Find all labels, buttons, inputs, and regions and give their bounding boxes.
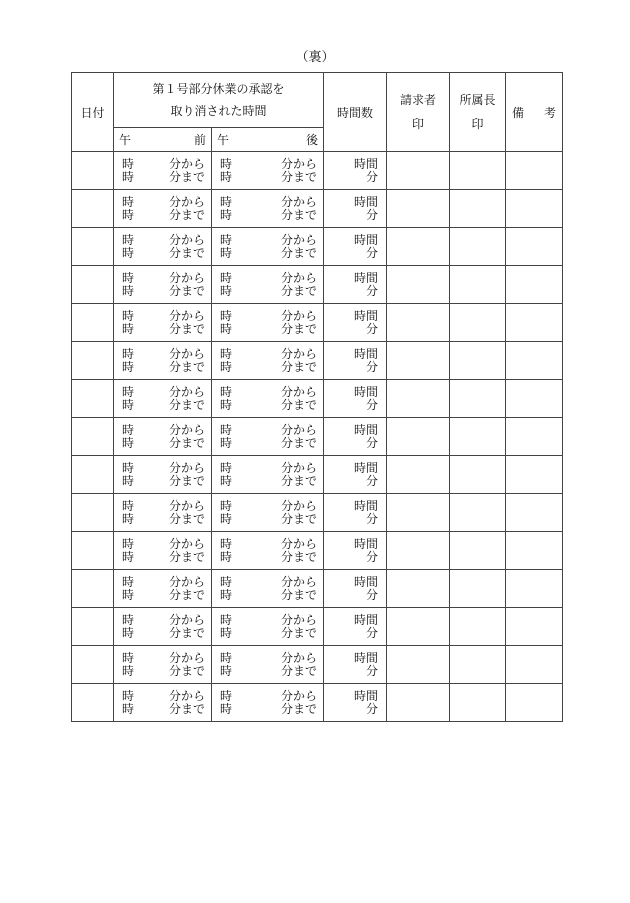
am-time-cell[interactable]: 時 分から 時 分まで xyxy=(114,456,212,494)
am-time-cell[interactable]: 時 分から 時 分まで xyxy=(114,228,212,266)
notes-cell[interactable] xyxy=(506,190,563,228)
pm-time-cell[interactable]: 時 分から 時 分まで xyxy=(212,570,324,608)
dept-head-seal-cell[interactable] xyxy=(450,494,506,532)
notes-cell[interactable] xyxy=(506,570,563,608)
table-row xyxy=(72,532,563,570)
date-cell[interactable] xyxy=(72,152,114,190)
table-row xyxy=(72,266,563,304)
pm-time-cell[interactable]: 時 分から 時 分まで xyxy=(212,190,324,228)
hours-cell[interactable]: 時間 分 xyxy=(324,684,387,722)
notes-cell[interactable] xyxy=(506,342,563,380)
table-row xyxy=(72,570,563,608)
dept-head-seal-cell[interactable] xyxy=(450,456,506,494)
table-row xyxy=(72,494,563,532)
table-row xyxy=(72,190,563,228)
pm-time-cell[interactable]: 時 分から 時 分まで xyxy=(212,684,324,722)
pm-time-cell[interactable]: 時 分から 時 分まで xyxy=(212,646,324,684)
date-cell[interactable] xyxy=(72,494,114,532)
dept-head-seal-cell[interactable] xyxy=(450,266,506,304)
requester-seal-cell[interactable] xyxy=(387,228,450,266)
hours-count-header: 時間数 xyxy=(324,73,387,152)
pm-time-cell[interactable]: 時 分から 時 分まで xyxy=(212,456,324,494)
notes-cell[interactable] xyxy=(506,380,563,418)
requester-seal-cell[interactable] xyxy=(387,342,450,380)
requester-seal-cell[interactable] xyxy=(387,532,450,570)
requester-seal-cell[interactable] xyxy=(387,608,450,646)
dept-head-seal-cell[interactable] xyxy=(450,380,506,418)
hours-cell[interactable]: 時間 分 xyxy=(324,494,387,532)
am-time-cell[interactable]: 時 分から 時 分まで xyxy=(114,532,212,570)
dept-head-seal-cell[interactable] xyxy=(450,646,506,684)
approval-cancelled-time-header xyxy=(114,73,324,128)
am-header: 午 前 xyxy=(114,128,212,152)
notes-cell[interactable] xyxy=(506,152,563,190)
hours-cell[interactable]: 時間 分 xyxy=(324,646,387,684)
hours-cell[interactable]: 時間 分 xyxy=(324,380,387,418)
hours-cell[interactable]: 時間 分 xyxy=(324,570,387,608)
notes-cell[interactable] xyxy=(506,608,563,646)
date-cell[interactable] xyxy=(72,418,114,456)
notes-cell[interactable] xyxy=(506,228,563,266)
pm-time-cell[interactable]: 時 分から 時 分まで xyxy=(212,494,324,532)
am-time-cell[interactable]: 時 分から 時 分まで xyxy=(114,608,212,646)
am-time-cell[interactable]: 時 分から 時 分まで xyxy=(114,304,212,342)
pm-time-cell[interactable]: 時 分から 時 分まで xyxy=(212,266,324,304)
date-cell[interactable] xyxy=(72,190,114,228)
dept-head-seal-header: 所属長 印 xyxy=(450,73,506,152)
pm-time-cell[interactable]: 時 分から 時 分まで xyxy=(212,418,324,456)
date-cell[interactable] xyxy=(72,532,114,570)
hours-cell[interactable]: 時間 分 xyxy=(324,532,387,570)
date-header: 日付 xyxy=(72,73,114,152)
am-time-cell[interactable]: 時 分から 時 分まで xyxy=(114,380,212,418)
notes-cell[interactable] xyxy=(506,684,563,722)
notes-header: 備 考 xyxy=(506,73,563,152)
pm-time-cell[interactable]: 時 分から 時 分まで xyxy=(212,152,324,190)
table-row xyxy=(72,608,563,646)
am-time-cell[interactable]: 時 分から 時 分まで xyxy=(114,152,212,190)
requester-seal-cell[interactable] xyxy=(387,304,450,342)
date-cell[interactable] xyxy=(72,228,114,266)
notes-cell[interactable] xyxy=(506,304,563,342)
hours-cell[interactable]: 時間 分 xyxy=(324,418,387,456)
approval-header-line2: 取り消された時間 xyxy=(170,104,267,118)
notes-cell[interactable] xyxy=(506,532,563,570)
dept-head-seal-cell[interactable] xyxy=(450,418,506,456)
dept-head-seal-cell[interactable] xyxy=(450,228,506,266)
requester-seal-cell[interactable] xyxy=(387,494,450,532)
date-cell[interactable] xyxy=(72,456,114,494)
hours-cell[interactable]: 時間 分 xyxy=(324,266,387,304)
am-time-cell[interactable]: 時 分から 時 分まで xyxy=(114,418,212,456)
hours-cell[interactable]: 時間 分 xyxy=(324,190,387,228)
requester-seal-cell[interactable] xyxy=(387,646,450,684)
am-time-cell[interactable]: 時 分から 時 分まで xyxy=(114,342,212,380)
hours-cell[interactable]: 時間 分 xyxy=(324,152,387,190)
pm-time-cell[interactable]: 時 分から 時 分まで xyxy=(212,342,324,380)
hours-cell[interactable]: 時間 分 xyxy=(324,228,387,266)
am-time-cell[interactable]: 時 分から 時 分まで xyxy=(114,646,212,684)
am-time-cell[interactable]: 時 分から 時 分まで xyxy=(114,190,212,228)
requester-seal-cell[interactable] xyxy=(387,456,450,494)
am-time-cell[interactable]: 時 分から 時 分まで xyxy=(114,266,212,304)
approval-header-line1: 第１号部分休業の承認を xyxy=(152,82,285,96)
dept-head-seal-cell[interactable] xyxy=(450,152,506,190)
hours-cell[interactable]: 時間 分 xyxy=(324,304,387,342)
table-row xyxy=(72,684,563,722)
date-cell[interactable] xyxy=(72,570,114,608)
page-title: （裏） xyxy=(295,50,335,65)
requester-seal-cell[interactable] xyxy=(387,190,450,228)
dept-head-seal-cell[interactable] xyxy=(450,532,506,570)
hours-cell[interactable]: 時間 分 xyxy=(324,456,387,494)
table-row xyxy=(72,418,563,456)
date-cell[interactable] xyxy=(72,304,114,342)
requester-seal-header: 請求者 印 xyxy=(387,73,450,152)
pm-time-cell[interactable]: 時 分から 時 分まで xyxy=(212,532,324,570)
date-cell[interactable] xyxy=(72,608,114,646)
hours-cell[interactable]: 時間 分 xyxy=(324,608,387,646)
table-row xyxy=(72,152,563,190)
notes-cell[interactable] xyxy=(506,646,563,684)
pm-time-cell[interactable]: 時 分から 時 分まで xyxy=(212,608,324,646)
table-row xyxy=(72,228,563,266)
pm-time-cell[interactable]: 時 分から 時 分まで xyxy=(212,380,324,418)
requester-seal-cell[interactable] xyxy=(387,266,450,304)
dept-head-seal-cell[interactable] xyxy=(450,190,506,228)
dept-head-seal-cell[interactable] xyxy=(450,342,506,380)
table-row xyxy=(72,646,563,684)
dept-head-seal-cell[interactable] xyxy=(450,608,506,646)
am-time-cell[interactable]: 時 分から 時 分まで xyxy=(114,494,212,532)
dept-head-seal-cell[interactable] xyxy=(450,684,506,722)
table-row xyxy=(72,380,563,418)
date-cell[interactable] xyxy=(72,266,114,304)
notes-cell[interactable] xyxy=(506,418,563,456)
requester-seal-cell[interactable] xyxy=(387,570,450,608)
notes-cell[interactable] xyxy=(506,494,563,532)
am-time-cell[interactable]: 時 分から 時 分まで xyxy=(114,570,212,608)
pm-time-cell[interactable]: 時 分から 時 分まで xyxy=(212,304,324,342)
hours-cell[interactable]: 時間 分 xyxy=(324,342,387,380)
table-row xyxy=(72,456,563,494)
requester-seal-cell[interactable] xyxy=(387,684,450,722)
date-cell[interactable] xyxy=(72,646,114,684)
requester-seal-cell[interactable] xyxy=(387,418,450,456)
dept-head-seal-cell[interactable] xyxy=(450,304,506,342)
date-cell[interactable] xyxy=(72,380,114,418)
pm-time-cell[interactable]: 時 分から 時 分まで xyxy=(212,228,324,266)
dept-head-seal-cell[interactable] xyxy=(450,570,506,608)
table-row xyxy=(72,342,563,380)
notes-cell[interactable] xyxy=(506,266,563,304)
table-row xyxy=(72,304,563,342)
requester-seal-cell[interactable] xyxy=(387,380,450,418)
partial-leave-cancellation-table xyxy=(71,72,563,722)
requester-seal-cell[interactable] xyxy=(387,152,450,190)
notes-cell[interactable] xyxy=(506,456,563,494)
date-cell[interactable] xyxy=(72,684,114,722)
am-time-cell[interactable]: 時 分から 時 分まで xyxy=(114,684,212,722)
pm-header: 午 後 xyxy=(212,128,324,152)
date-cell[interactable] xyxy=(72,342,114,380)
